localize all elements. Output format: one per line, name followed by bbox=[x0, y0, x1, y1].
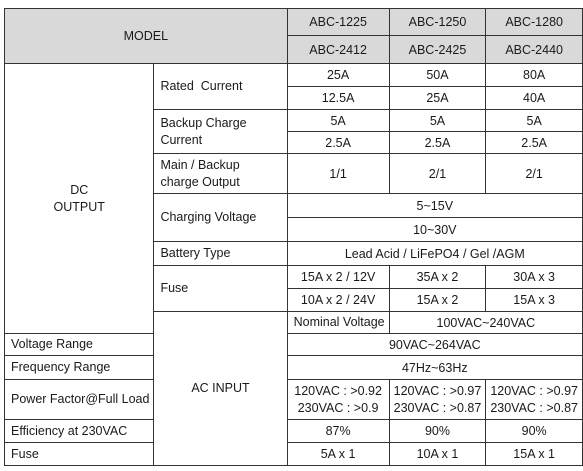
value-cell: 10A x 1 bbox=[389, 443, 486, 466]
value-cell: 5A bbox=[389, 110, 486, 132]
param-label-charging-voltage: Charging Voltage bbox=[154, 194, 287, 242]
value-cell: Lead Acid / LiFePO4 / Gel /AGM bbox=[287, 242, 582, 266]
param-label-backup-charge-current bbox=[154, 110, 287, 154]
label-line: Main / Backup bbox=[160, 157, 240, 172]
label-line: Backup Charge bbox=[160, 115, 247, 130]
value-cell: 40A bbox=[486, 87, 583, 110]
value-cell: 47Hz~63Hz bbox=[287, 356, 582, 380]
value-cell: 2.5A bbox=[389, 132, 486, 154]
value-cell: 2/1 bbox=[389, 154, 486, 194]
param-label-nominal-voltage: Nominal Voltage bbox=[287, 312, 389, 334]
value-cell: 5A bbox=[486, 110, 583, 132]
value-line: 230VAC : >0.9 bbox=[297, 400, 379, 415]
value-cell: 90% bbox=[389, 420, 486, 443]
value-cell: 5A bbox=[287, 110, 389, 132]
value-cell: 15A x 2 bbox=[389, 289, 486, 312]
model-header: MODEL bbox=[5, 9, 288, 64]
label-line: Current bbox=[160, 132, 203, 147]
group-label-line: DC bbox=[70, 182, 89, 197]
param-label-frequency-range: Frequency Range bbox=[5, 356, 154, 380]
param-label-main-backup-output bbox=[154, 154, 287, 194]
value-cell: 5A x 1 bbox=[287, 443, 389, 466]
label-line: charge Output bbox=[160, 174, 240, 189]
value-cell: 12.5A bbox=[287, 87, 389, 110]
value-cell: 90% bbox=[486, 420, 583, 443]
value-cell: 15A x 2 / 12V bbox=[287, 266, 389, 289]
model-name: ABC-2425 bbox=[389, 36, 486, 64]
value-cell: 15A x 3 bbox=[486, 289, 583, 312]
value-cell bbox=[389, 380, 486, 420]
value-cell: 30A x 3 bbox=[486, 266, 583, 289]
value-cell: 35A x 2 bbox=[389, 266, 486, 289]
value-cell: 87% bbox=[287, 420, 389, 443]
value-cell: 25A bbox=[389, 87, 486, 110]
value-cell: 2.5A bbox=[287, 132, 389, 154]
param-label-voltage-range: Voltage Range bbox=[5, 334, 154, 356]
model-name: ABC-2412 bbox=[287, 36, 389, 64]
param-label-ac-fuse: Fuse bbox=[5, 443, 154, 466]
value-cell bbox=[486, 380, 583, 420]
value-line: 120VAC : >0.97 bbox=[490, 383, 578, 398]
value-line: 230VAC : >0.87 bbox=[393, 400, 482, 415]
value-cell: 10~30V bbox=[287, 218, 582, 242]
value-cell: 25A bbox=[287, 64, 389, 87]
model-name: ABC-1250 bbox=[389, 9, 486, 36]
ac-input-group-label: AC INPUT bbox=[154, 312, 287, 466]
param-label-battery-type: Battery Type bbox=[154, 242, 287, 266]
value-cell: 1/1 bbox=[287, 154, 389, 194]
param-label-power-factor: Power Factor@Full Load bbox=[5, 380, 154, 420]
dc-output-group-label bbox=[5, 64, 154, 334]
value-cell: 80A bbox=[486, 64, 583, 87]
param-label-rated-current: Rated Current bbox=[154, 64, 287, 110]
value-cell: 10A x 2 / 24V bbox=[287, 289, 389, 312]
value-cell: 2/1 bbox=[486, 154, 583, 194]
model-name: ABC-1280 bbox=[486, 9, 583, 36]
param-label-efficiency: Efficiency at 230VAC bbox=[5, 420, 154, 443]
model-name: ABC-2440 bbox=[486, 36, 583, 64]
value-line: 120VAC : >0.92 bbox=[294, 383, 382, 398]
model-name: ABC-1225 bbox=[287, 9, 389, 36]
value-cell: 5~15V bbox=[287, 194, 582, 218]
value-cell: 100VAC~240VAC bbox=[389, 312, 582, 334]
spec-table bbox=[4, 8, 583, 466]
value-cell: 2.5A bbox=[486, 132, 583, 154]
value-cell bbox=[287, 380, 389, 420]
value-line: 230VAC : >0.87 bbox=[490, 400, 578, 415]
value-cell: 15A x 1 bbox=[486, 443, 583, 466]
value-cell: 50A bbox=[389, 64, 486, 87]
param-label-dc-fuse: Fuse bbox=[154, 266, 287, 312]
group-label-line: OUTPUT bbox=[53, 199, 105, 214]
value-line: 120VAC : >0.97 bbox=[393, 383, 482, 398]
value-cell: 90VAC~264VAC bbox=[287, 334, 582, 356]
